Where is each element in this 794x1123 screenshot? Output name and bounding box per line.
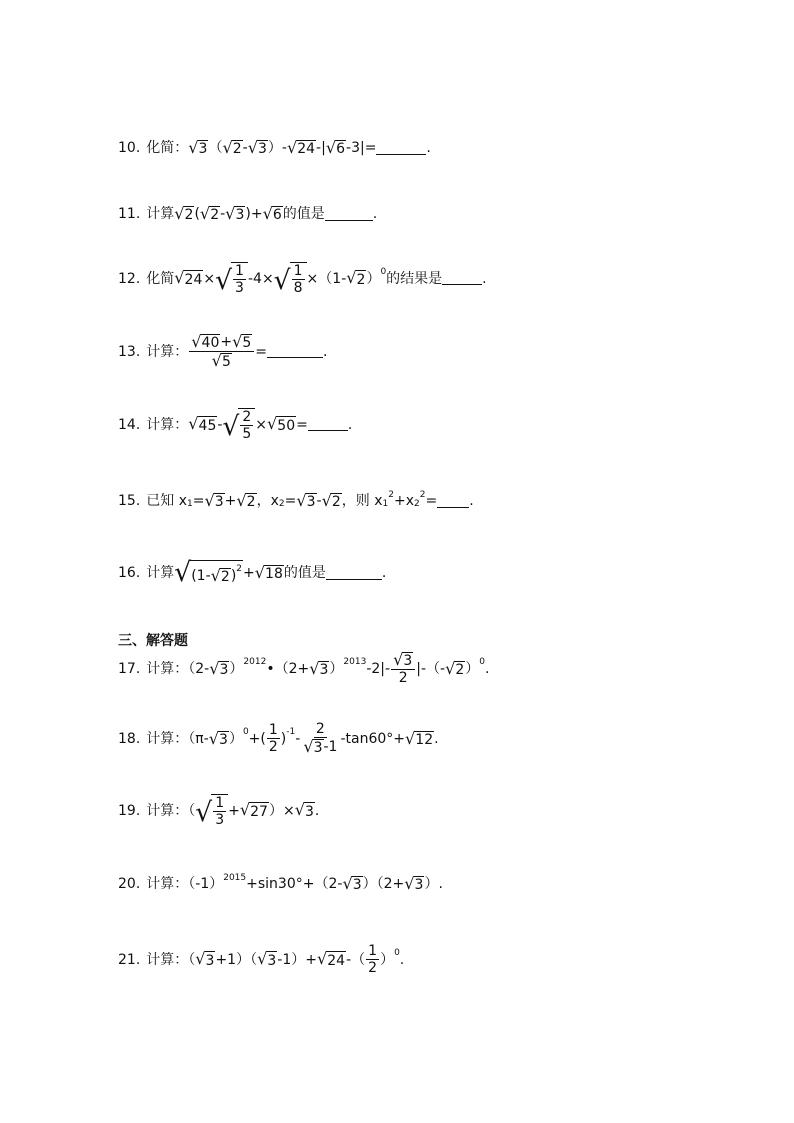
fraction: $\frac{1}{2}$	[268, 722, 278, 756]
question-number: 17.	[118, 660, 141, 677]
text: 计算：（π-	[146, 730, 209, 747]
text: 计算：（	[146, 802, 196, 819]
text: -（	[346, 951, 366, 968]
fraction: √ 40 + √ 5 √ 5	[189, 334, 254, 369]
text: 计算：	[146, 416, 189, 433]
question-13	[118, 334, 327, 369]
fraction: √ 3 2	[391, 652, 415, 685]
text: （	[208, 140, 223, 157]
sqrt: √ 3	[195, 949, 215, 969]
exponent: 0	[479, 657, 485, 668]
question-number: 14.	[118, 416, 141, 433]
text: -	[217, 416, 223, 433]
text: ）	[366, 270, 381, 287]
question-19	[118, 794, 319, 827]
sqrt: √ 3	[208, 728, 228, 748]
sqrt: √ 2	[222, 138, 242, 158]
answer-blank[interactable]	[326, 567, 382, 580]
subscript: 1	[382, 498, 389, 509]
text: 化简	[146, 270, 175, 287]
text: ×	[261, 270, 274, 287]
question-number: 21.	[118, 951, 141, 968]
text: -tan60°+	[340, 730, 406, 747]
sqrt: √ 3	[209, 658, 229, 678]
sqrt: √ 24	[174, 268, 203, 288]
sqrt: √ 3	[225, 204, 245, 224]
sqrt: √ 3	[342, 874, 362, 894]
subscript: 1	[187, 498, 193, 509]
text: -	[242, 140, 248, 157]
text: |-（-	[416, 660, 446, 677]
sqrt: √ 2	[199, 204, 220, 224]
fraction: $\frac{1}{2}$	[368, 943, 378, 976]
sqrt: √ 27	[239, 800, 268, 820]
text: -1）+	[277, 951, 317, 968]
question-number: 10.	[118, 140, 141, 157]
question-number: 15.	[118, 493, 141, 510]
sqrt: √ 3	[204, 491, 224, 511]
question-17	[118, 652, 489, 685]
question-11	[118, 206, 377, 222]
sqrt: √ 2	[445, 658, 465, 678]
question-20	[118, 872, 443, 894]
text: 计算：（2-	[146, 660, 210, 677]
text: +x	[394, 493, 415, 510]
text: 计算	[146, 206, 175, 223]
text: .	[426, 140, 431, 157]
sqrt: √ 24	[286, 138, 316, 158]
answer-blank[interactable]	[325, 208, 373, 221]
exponent: 0	[242, 727, 249, 738]
text: .	[438, 876, 443, 893]
text: .	[314, 802, 320, 819]
text: ，则 x	[341, 493, 383, 510]
sqrt: √ 3	[188, 138, 208, 158]
sqrt: √ 2	[346, 268, 366, 288]
question-16	[118, 557, 387, 588]
question-10	[118, 140, 431, 156]
text: 的结果是	[386, 270, 443, 287]
text: （1-	[318, 270, 347, 287]
sqrt-fraction: √ $\frac{2}{5}$	[222, 408, 255, 441]
subscript: 2	[278, 498, 285, 509]
section-heading: 三、解答题	[118, 633, 188, 649]
text: ×	[255, 416, 268, 433]
sqrt: √ 45	[188, 414, 217, 434]
sqrt: √ 2	[321, 491, 341, 511]
sqrt: √ 3	[247, 138, 267, 158]
text: ×	[203, 270, 216, 287]
text: ）	[465, 660, 480, 677]
text: -	[316, 493, 322, 510]
text: .	[482, 270, 487, 287]
exponent: 2	[419, 489, 426, 500]
sqrt: √ 50	[267, 414, 296, 434]
sqrt: √ 2	[236, 491, 256, 511]
question-14	[118, 408, 352, 441]
text: ）×	[268, 802, 295, 819]
text: -	[220, 206, 226, 223]
question-number: 11.	[118, 206, 141, 223]
question-number: 16.	[118, 565, 141, 582]
exponent: 2013	[343, 657, 367, 668]
text: -	[295, 730, 301, 747]
sqrt: √ 24	[316, 949, 346, 969]
text: ，x	[256, 493, 279, 510]
sqrt-outer: √ (1- √ 2 ) $^2$	[174, 557, 243, 588]
sqrt: √ 3	[296, 491, 316, 511]
answer-blank[interactable]	[442, 272, 482, 285]
sqrt: √ 3	[404, 874, 424, 894]
text: (	[194, 206, 200, 223]
text: 计算	[146, 565, 175, 582]
answer-blank[interactable]	[308, 418, 348, 431]
question-15	[118, 489, 474, 511]
question-18	[118, 722, 439, 755]
text: +(	[248, 730, 266, 747]
exponent: 2012	[243, 657, 267, 668]
text: ×	[306, 270, 319, 287]
text: =	[255, 343, 268, 360]
text: ）	[424, 876, 439, 893]
text: =	[284, 493, 297, 510]
answer-blank[interactable]	[267, 345, 323, 358]
text: .	[434, 730, 439, 747]
sqrt: √ 18	[254, 563, 283, 583]
text: •（2+	[266, 660, 310, 677]
question-number: 12.	[118, 270, 141, 287]
sqrt: √ 6	[325, 138, 346, 158]
exponent: -1	[286, 727, 296, 738]
text: 计算：	[146, 343, 189, 360]
text: =	[296, 416, 308, 433]
question-number: 18.	[118, 730, 141, 747]
text: -3|=	[346, 140, 377, 157]
text: .	[485, 660, 490, 677]
text: =	[425, 493, 438, 510]
text: ）	[380, 951, 395, 968]
sqrt-fraction: √ $\frac{1}{3}$	[215, 262, 248, 295]
question-number: 13.	[118, 343, 141, 360]
text: -2|-	[366, 660, 391, 677]
text: 的值是	[283, 565, 326, 582]
text: 计算：（	[146, 951, 196, 968]
exponent: 2015	[223, 872, 247, 883]
text: .	[372, 206, 378, 223]
sqrt: √ 3	[294, 800, 314, 820]
text: .	[323, 343, 328, 360]
sqrt: √ 3	[309, 658, 329, 678]
subscript: 2	[414, 498, 420, 509]
question-number: 20.	[118, 876, 141, 893]
answer-blank[interactable]	[437, 495, 469, 508]
text: 计算：（-1）	[146, 876, 224, 893]
answer-blank[interactable]	[376, 142, 426, 155]
exponent: 0	[380, 267, 387, 277]
question-12	[118, 262, 487, 295]
text: .	[381, 565, 387, 582]
sqrt-fraction: √ $\frac{1}{3}$	[195, 794, 228, 827]
text: )+	[245, 206, 263, 223]
text: ）（2+	[362, 876, 405, 893]
text: +sin30°+（2-	[246, 876, 343, 893]
sqrt: √ 3	[257, 949, 277, 969]
text: )	[280, 730, 287, 747]
text: +1）（	[215, 951, 258, 968]
text: .	[347, 416, 353, 433]
sqrt: √ 2	[174, 204, 194, 224]
text: ）	[229, 660, 244, 677]
text: ）-	[267, 140, 287, 157]
text: .	[399, 951, 405, 968]
exponent: 2	[388, 489, 395, 500]
text: 已知 x	[146, 493, 188, 510]
text: +	[224, 493, 237, 510]
text: .	[469, 493, 474, 510]
text: +	[243, 565, 255, 582]
text: ）	[329, 660, 344, 677]
text: ）	[228, 730, 243, 747]
exponent: 0	[394, 948, 400, 958]
sqrt: √ 6	[262, 204, 282, 224]
text: -4	[247, 270, 262, 287]
question-number: 19.	[118, 802, 141, 819]
text: 化简：	[146, 140, 189, 157]
question-21	[118, 944, 404, 975]
text: 的值是	[282, 206, 325, 223]
text: +	[228, 802, 240, 819]
sqrt: √ 12	[405, 728, 434, 748]
text: -|	[316, 140, 326, 157]
fraction: 2 √ 3 -1	[303, 721, 338, 757]
text: =	[192, 493, 205, 510]
sqrt-fraction: √ $\frac{1}{8}$	[274, 262, 307, 295]
